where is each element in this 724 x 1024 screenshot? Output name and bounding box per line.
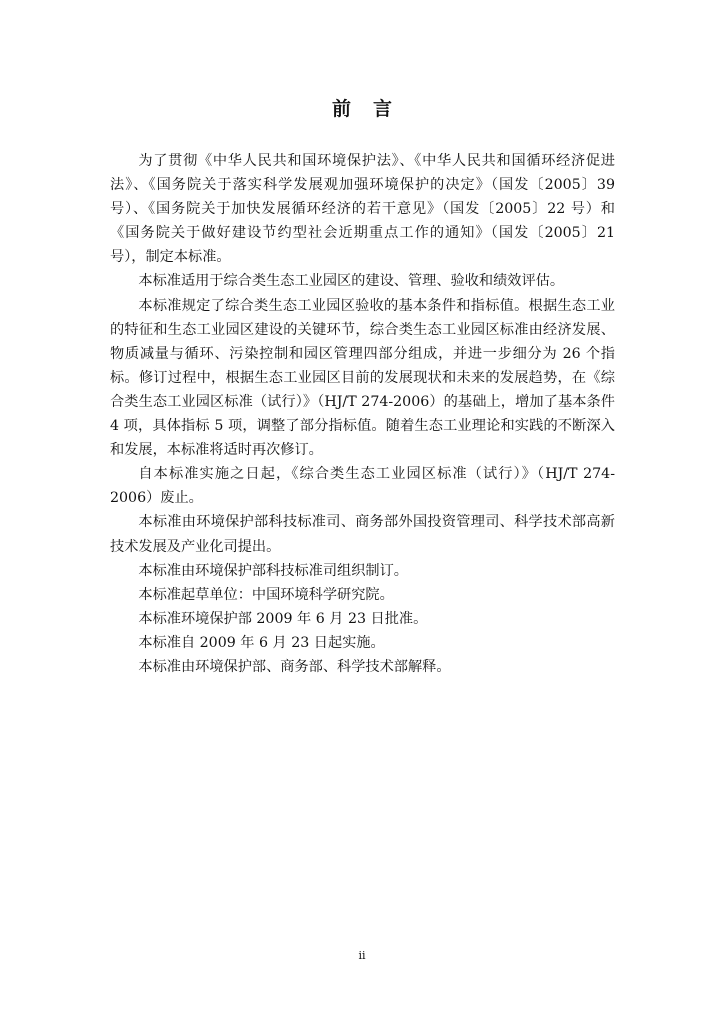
paragraph-scope: 本标准适用于综合类生态工业园区的建设、管理、验收和绩效评估。	[138, 273, 565, 290]
paragraph-proposed-by: 本标准由环境保护部科技标准司、商务部外国投资管理司、科学技术部高新技术发展及产业化司提出。	[110, 514, 615, 555]
foreword-body	[110, 149, 615, 679]
title-char-2: 言	[373, 98, 393, 120]
paragraph-content: 本标准规定了综合类生态工业园区验收的基本条件和指标值。根据生态工业的特征和生态工业园区建设的关键环节，综合类生态工业园区标准由经济发展、物质减量与循环、污染控制和园区管理四部分组成，并进一步细分为 26 个指标。修订过程中，根据生态工业园区目前的发展现状和未来的发展趋势，在《综合类生态工业园区标准（试行）》（HJ/T 274-2006）的基础上，增加了基本条件 4 项，具体指标 5 项，调整了部分指标值。随着生态工业理论和实践的不断深入和发展，本标准将适时再次修订。	[110, 297, 615, 459]
paragraph-organized-by: 本标准由环境保护部科技标准司组织制订。	[138, 562, 408, 579]
page-title	[0, 94, 724, 121]
page-number: ii	[358, 949, 366, 962]
paragraph-purpose: 为了贯彻《中华人民共和国环境保护法》、《中华人民共和国循环经济促进法》、《国务院关于落实科学发展观加强环境保护的决定》（国发〔2005〕39 号）、《国务院关于加快发展循环经济的若干意见》（国发〔2005〕22 号）和《国务院关于做好建设节约型社会近期重点工作的通知》（国发〔2005〕21 号），制定本标准。	[110, 153, 615, 266]
paragraph-approved: 本标准环境保护部 2009 年 6 月 23 日批准。	[138, 610, 428, 627]
paragraph-drafted-by: 本标准起草单位：中国环境科学研究院。	[138, 586, 394, 603]
title-char-1: 前	[331, 98, 351, 120]
paragraph-effective: 本标准自 2009 年 6 月 23 日起实施。	[138, 634, 385, 651]
paragraph-supersedes: 自本标准实施之日起，《综合类生态工业园区标准（试行）》（HJ/T 274-2006）废止。	[110, 466, 615, 507]
paragraph-interpretation: 本标准由环境保护部、商务部、科学技术部解释。	[138, 658, 451, 675]
